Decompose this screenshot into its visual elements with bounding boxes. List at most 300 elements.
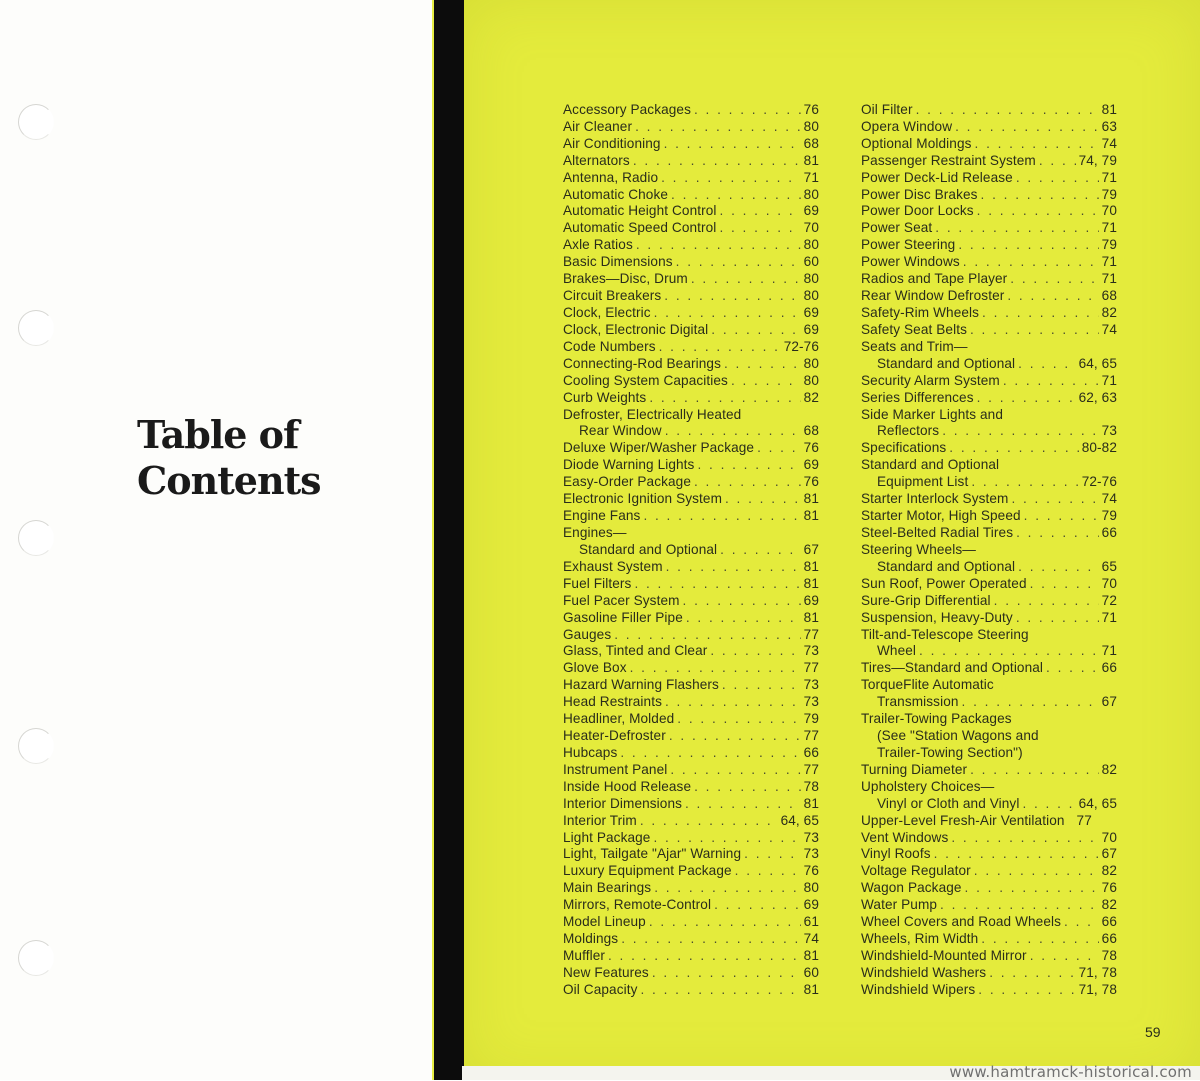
index-entry	[861, 659, 1117, 676]
dot-leader	[635, 119, 801, 135]
index-entry-page: 77	[803, 761, 819, 777]
index-entry	[861, 710, 1117, 727]
dot-leader	[934, 846, 1099, 862]
index-entry-label: Wagon Package	[861, 880, 962, 896]
dot-leader	[669, 728, 801, 744]
dot-leader	[970, 762, 1099, 778]
index-entry-label: Standard and Optional	[877, 558, 1016, 574]
index-entry-page: 69	[803, 592, 819, 608]
index-entry-page: 73	[803, 677, 819, 693]
dot-leader	[725, 491, 801, 507]
index-entry	[861, 236, 1117, 253]
dot-leader	[971, 474, 1078, 490]
index-entry-page: 80	[803, 288, 819, 304]
index-entry-page: 77	[803, 626, 819, 642]
dot-leader	[697, 457, 800, 473]
index-entry	[563, 558, 819, 575]
index-entry-label: Power Seat	[861, 220, 933, 236]
index-entry	[563, 981, 819, 998]
index-entry	[563, 524, 819, 541]
index-entry	[861, 203, 1117, 220]
dot-leader	[919, 643, 1099, 659]
index-entry	[563, 795, 819, 812]
dot-leader	[965, 880, 1099, 896]
index-entry-page: 64, 65	[1078, 355, 1117, 371]
index-entry-page: 80	[803, 880, 819, 896]
index-entry	[563, 287, 819, 304]
dot-leader	[1016, 170, 1099, 186]
index-entry-label: Moldings	[563, 931, 619, 947]
index-entry	[563, 389, 819, 406]
index-entry-label: Air Conditioning	[563, 135, 661, 151]
index-entry-label: Trailer-Towing Section")	[877, 744, 1023, 760]
index-entry-label: Turning Diameter	[861, 761, 968, 777]
page-title: Table of Contents	[137, 412, 321, 503]
index-entry-page: 73	[1101, 423, 1117, 439]
index-entry-page: 81	[803, 558, 819, 574]
dot-leader	[666, 559, 801, 575]
index-entry-label: Instrument Panel	[563, 761, 668, 777]
index-entry-page: 71, 78	[1078, 981, 1117, 997]
index-entry	[861, 355, 1117, 372]
index-entry	[861, 609, 1117, 626]
index-entry-page: 71	[1101, 372, 1117, 388]
dot-leader	[757, 440, 801, 456]
dot-leader	[1064, 914, 1099, 930]
index-entry	[563, 236, 819, 253]
index-entry-page: 69	[803, 304, 819, 320]
dot-leader	[685, 796, 801, 812]
index-entry-page: 65	[1101, 558, 1117, 574]
dot-leader	[620, 745, 800, 761]
index-entry	[563, 812, 819, 829]
index-entry	[861, 778, 1117, 795]
index-entry	[861, 829, 1117, 846]
index-entry-label: Code Numbers	[563, 338, 656, 354]
index-entry-page: 81	[803, 981, 819, 997]
binder-hole-2	[18, 310, 54, 346]
index-entry-page: 73	[803, 846, 819, 862]
index-entry-page: 64, 65	[780, 812, 819, 828]
index-entry-label: Diode Warning Lights	[563, 457, 695, 473]
dot-leader	[1003, 373, 1099, 389]
index-entry-label: Vinyl or Cloth and Vinyl	[877, 795, 1020, 811]
dot-leader	[981, 187, 1099, 203]
index-entry-page: 82	[1101, 897, 1117, 913]
index-entry-page: 66	[803, 744, 819, 760]
index-entry	[861, 186, 1117, 203]
index-entry-label: Axle Ratios	[563, 237, 633, 253]
index-entry	[861, 338, 1117, 355]
index-entry-label: Exhaust System	[563, 558, 663, 574]
index-entry-page: 70	[1101, 829, 1117, 845]
index-entry-page: 69	[803, 203, 819, 219]
index-entry	[861, 219, 1117, 236]
index-entry-label: Alternators	[563, 152, 630, 168]
index-entry-page: 64, 65	[1078, 795, 1117, 811]
index-entry-page: 77	[803, 728, 819, 744]
index-entry-label: Passenger Restraint System	[861, 152, 1036, 168]
index-entry-page: 81	[803, 609, 819, 625]
index-entry	[563, 947, 819, 964]
index-entry	[861, 812, 1117, 829]
dot-leader	[1039, 153, 1076, 169]
index-entry-page: 63	[1101, 118, 1117, 134]
index-entry	[861, 287, 1117, 304]
dot-leader	[1024, 508, 1099, 524]
index-entry-label: Suspension, Heavy-Duty	[861, 609, 1013, 625]
index-entry-page: 80	[803, 118, 819, 134]
dot-leader	[1010, 271, 1098, 287]
index-column-right	[861, 101, 1117, 998]
index-entry	[861, 643, 1117, 660]
index-entry	[861, 456, 1117, 473]
index-entry-page: 66	[1101, 524, 1117, 540]
dot-leader	[977, 203, 1099, 219]
index-entry	[861, 406, 1117, 423]
dot-leader	[630, 660, 801, 676]
index-entry	[861, 846, 1117, 863]
index-entry-label: Automatic Height Control	[563, 203, 717, 219]
index-entry-label: Muffler	[563, 948, 605, 964]
index-entry-page: 78	[803, 778, 819, 794]
index-entry-label: Hubcaps	[563, 744, 618, 760]
dot-leader	[677, 711, 800, 727]
dot-leader	[710, 643, 800, 659]
index-entry-label: Power Windows	[861, 254, 960, 270]
index-entry-page: 71	[1101, 271, 1117, 287]
index-entry-label: Tilt-and-Telescope Steering	[861, 626, 1029, 642]
index-entry-page: 73	[803, 829, 819, 845]
index-entry	[563, 626, 819, 643]
dot-leader	[935, 220, 1098, 236]
index-entry	[563, 727, 819, 744]
index-entry-page: 71	[1101, 643, 1117, 659]
index-entry-label: Safety Seat Belts	[861, 321, 967, 337]
index-entry	[861, 964, 1117, 981]
index-entry-page: 72	[1101, 592, 1117, 608]
index-entry-label: New Features	[563, 964, 649, 980]
index-entry-label: Water Pump	[861, 897, 938, 913]
index-entry-label: Head Restraints	[563, 694, 662, 710]
index-entry	[861, 118, 1117, 135]
index-entry-label: Sure-Grip Differential	[861, 592, 991, 608]
dot-leader	[665, 423, 801, 439]
index-entry	[861, 981, 1117, 998]
index-entry-label: Basic Dimensions	[563, 254, 673, 270]
index-entry	[563, 609, 819, 626]
index-entry-label: Rear Window Defroster	[861, 288, 1005, 304]
index-entry-label: Upper-Level Fresh-Air Ventilation	[861, 812, 1065, 828]
dot-leader	[1046, 660, 1099, 676]
index-entry	[861, 304, 1117, 321]
index-entry-page: 71	[1101, 169, 1117, 185]
index-entry-label: Main Bearings	[563, 880, 652, 896]
index-entry-label: Model Lineup	[563, 914, 646, 930]
index-entry	[563, 304, 819, 321]
index-entry-label: Defroster, Electrically Heated	[563, 406, 742, 422]
index-entry	[563, 862, 819, 879]
index-entry-label: Fuel Filters	[563, 575, 632, 591]
index-entry	[861, 507, 1117, 524]
index-entry	[861, 169, 1117, 186]
dot-leader	[720, 542, 801, 558]
index-entry-label: Seats and Trim—	[861, 338, 968, 354]
index-entry-label: Circuit Breakers	[563, 288, 662, 304]
dot-leader	[974, 863, 1099, 879]
index-entry-page: 82	[803, 389, 819, 405]
dot-leader	[621, 931, 800, 947]
dot-leader	[744, 846, 801, 862]
index-entry	[563, 676, 819, 693]
dot-leader	[640, 813, 778, 829]
index-entry	[563, 169, 819, 186]
index-entry-label: Steel-Belted Radial Tires	[861, 524, 1014, 540]
dot-leader	[722, 677, 801, 693]
index-entry	[563, 439, 819, 456]
index-entry	[861, 795, 1117, 812]
index-entry-page: 60	[803, 254, 819, 270]
dot-leader	[676, 254, 801, 270]
index-entry-page: 71	[803, 169, 819, 185]
index-entry	[563, 829, 819, 846]
index-entry	[563, 896, 819, 913]
index-entry-page: 77	[1076, 812, 1092, 828]
index-entry	[861, 947, 1117, 964]
dot-leader	[643, 508, 800, 524]
index-entry	[563, 541, 819, 558]
dot-leader	[955, 119, 1099, 135]
dot-leader	[958, 237, 1098, 253]
index-entry-label: Steering Wheels—	[861, 541, 976, 557]
dot-leader	[671, 187, 801, 203]
dot-leader	[1018, 559, 1099, 575]
index-entry-label: Opera Window	[861, 118, 953, 134]
index-entry-page: 69	[803, 321, 819, 337]
index-entry-page: 79	[1101, 508, 1117, 524]
index-entry	[861, 372, 1117, 389]
index-entry-label: Glove Box	[563, 660, 627, 676]
index-entry-label: Accessory Packages	[563, 101, 691, 117]
index-entry-label: Air Cleaner	[563, 118, 633, 134]
index-entry-label: Trailer-Towing Packages	[861, 711, 1012, 727]
dot-leader	[694, 779, 801, 795]
index-entry-page: 80	[803, 237, 819, 253]
index-entry	[861, 490, 1117, 507]
dot-leader	[1011, 491, 1098, 507]
index-entry	[861, 473, 1117, 490]
index-entry-label: Voltage Regulator	[861, 863, 971, 879]
dot-leader	[654, 305, 801, 321]
index-entry	[563, 761, 819, 778]
index-entry-label: (See "Station Wagons and	[877, 728, 1039, 744]
index-entry-label: Oil Capacity	[563, 981, 638, 997]
index-entry-label: Windshield Washers	[861, 964, 987, 980]
index-entry-page: 73	[803, 643, 819, 659]
index-entry-page: 74	[1101, 321, 1117, 337]
index-entry	[861, 761, 1117, 778]
index-entry-page: 74	[1101, 135, 1117, 151]
index-entry-label: Reflectors	[877, 423, 940, 439]
index-entry-label: Standard and Optional	[877, 355, 1016, 371]
index-entry	[563, 270, 819, 287]
index-entry	[861, 101, 1117, 118]
index-entry-label: Cooling System Capacities	[563, 372, 728, 388]
binder-hole-1	[18, 104, 54, 140]
index-entry	[563, 490, 819, 507]
index-entry-label: Tires—Standard and Optional	[861, 660, 1044, 676]
index-entry-page: 66	[1101, 931, 1117, 947]
index-entry	[861, 862, 1117, 879]
index-entry-page: 69	[803, 457, 819, 473]
index-entry	[861, 253, 1117, 270]
index-entry-label: Interior Dimensions	[563, 795, 682, 811]
index-entry-page: 82	[1101, 863, 1117, 879]
index-entry	[563, 219, 819, 236]
dot-leader	[633, 153, 801, 169]
index-entry-page: 62, 63	[1078, 389, 1117, 405]
index-entry-page: 74	[1101, 491, 1117, 507]
index-entry-page: 76	[803, 474, 819, 490]
index-entry-label: Power Door Locks	[861, 203, 974, 219]
index-entry-page: 81	[803, 508, 819, 524]
index-entry-label: Headliner, Molded	[563, 711, 675, 727]
dot-leader	[994, 593, 1099, 609]
index-entry	[861, 913, 1117, 930]
index-entry	[861, 592, 1117, 609]
dot-leader	[951, 830, 1098, 846]
dot-leader	[1022, 796, 1075, 812]
dot-leader	[661, 170, 801, 186]
dot-leader	[720, 203, 801, 219]
index-entry-page: 76	[803, 440, 819, 456]
index-entry	[861, 135, 1117, 152]
index-entry-page: 71, 78	[1078, 964, 1117, 980]
index-entry	[563, 135, 819, 152]
index-entry	[563, 710, 819, 727]
index-entry	[861, 558, 1117, 575]
index-entry-label: Power Disc Brakes	[861, 186, 978, 202]
index-entry	[861, 626, 1117, 643]
index-entry-label: Fuel Pacer System	[563, 592, 680, 608]
dot-leader	[978, 982, 1075, 998]
dot-leader	[724, 356, 801, 372]
index-entry-page: 81	[1101, 101, 1117, 117]
index-entry-label: Light Package	[563, 829, 651, 845]
dot-leader	[989, 965, 1075, 981]
index-entry	[563, 473, 819, 490]
index-entry-page: 68	[803, 423, 819, 439]
index-entry-page: 79	[1101, 237, 1117, 253]
index-entry-page: 61	[803, 914, 819, 930]
index-entry-label: Wheel Covers and Road Wheels	[861, 914, 1062, 930]
index-entry-page: 70	[803, 220, 819, 236]
index-entry	[563, 372, 819, 389]
index-entry-label: Wheel	[877, 643, 917, 659]
index-entry-label: Gasoline Filler Pipe	[563, 609, 683, 625]
index-entry	[563, 253, 819, 270]
index-entry	[861, 693, 1117, 710]
index-entry-label: Side Marker Lights and	[861, 406, 1003, 422]
index-entry-label: Heater-Defroster	[563, 728, 666, 744]
index-entry	[861, 727, 1117, 744]
index-entry	[563, 659, 819, 676]
index-entry-label: Rear Window	[579, 423, 662, 439]
index-entry-label: Luxury Equipment Package	[563, 863, 732, 879]
index-entry	[563, 879, 819, 896]
dot-leader	[1016, 525, 1099, 541]
dot-leader	[719, 220, 800, 236]
dot-leader	[608, 948, 801, 964]
index-entry	[563, 846, 819, 863]
index-entry	[861, 744, 1117, 761]
index-entry	[563, 693, 819, 710]
index-entry-page: 70	[1101, 575, 1117, 591]
index-entry-page: 60	[803, 964, 819, 980]
index-entry	[861, 152, 1117, 169]
index-entry	[861, 389, 1117, 406]
dot-leader	[636, 237, 801, 253]
dot-leader	[649, 914, 801, 930]
index-entry-page: 76	[803, 863, 819, 879]
binder-hole-5	[18, 940, 54, 976]
index-entry-label: Hazard Warning Flashers	[563, 677, 719, 693]
index-entry	[563, 118, 819, 135]
binder-hole-4	[18, 728, 54, 764]
index-entry	[861, 541, 1117, 558]
index-entry	[563, 355, 819, 372]
dot-leader	[654, 880, 800, 896]
dot-leader	[640, 982, 800, 998]
index-entry-label: Automatic Speed Control	[563, 220, 717, 236]
index-entry-label: Automatic Choke	[563, 186, 669, 202]
dot-leader	[982, 305, 1099, 321]
index-entry-label: Windshield-Mounted Mirror	[861, 948, 1027, 964]
dot-leader	[649, 390, 800, 406]
dot-leader	[691, 271, 801, 287]
index-entry-label: Oil Filter	[861, 101, 913, 117]
index-entry-label: Clock, Electric	[563, 304, 651, 320]
dot-leader	[981, 931, 1098, 947]
dot-leader	[962, 694, 1099, 710]
index-entry	[563, 101, 819, 118]
index-entry-label: Vent Windows	[861, 829, 949, 845]
index-entry-label: Standard and Optional	[861, 457, 1000, 473]
index-entry-page: 71	[1101, 254, 1117, 270]
index-entry	[563, 152, 819, 169]
dot-leader	[664, 136, 801, 152]
index-entry-label: Vinyl Roofs	[861, 846, 931, 862]
index-entry	[563, 930, 819, 947]
index-entry-label: Upholstery Choices—	[861, 778, 995, 794]
index-entry-page: 66	[1101, 660, 1117, 676]
index-entry-label: Power Steering	[861, 237, 956, 253]
dot-leader	[975, 136, 1099, 152]
dot-leader	[714, 897, 801, 913]
dot-leader	[694, 102, 801, 118]
index-entry-page: 72-76	[783, 338, 819, 354]
dot-leader	[977, 390, 1076, 406]
dot-leader	[1030, 576, 1099, 592]
dot-leader	[942, 423, 1098, 439]
index-entry-page: 82	[1101, 304, 1117, 320]
index-entry-page: 79	[803, 711, 819, 727]
dot-leader	[970, 322, 1099, 338]
index-entry-label: Engines—	[563, 524, 627, 540]
index-entry-label: Safety-Rim Wheels	[861, 304, 980, 320]
index-entry-page: 66	[1101, 914, 1117, 930]
dot-leader	[653, 830, 800, 846]
